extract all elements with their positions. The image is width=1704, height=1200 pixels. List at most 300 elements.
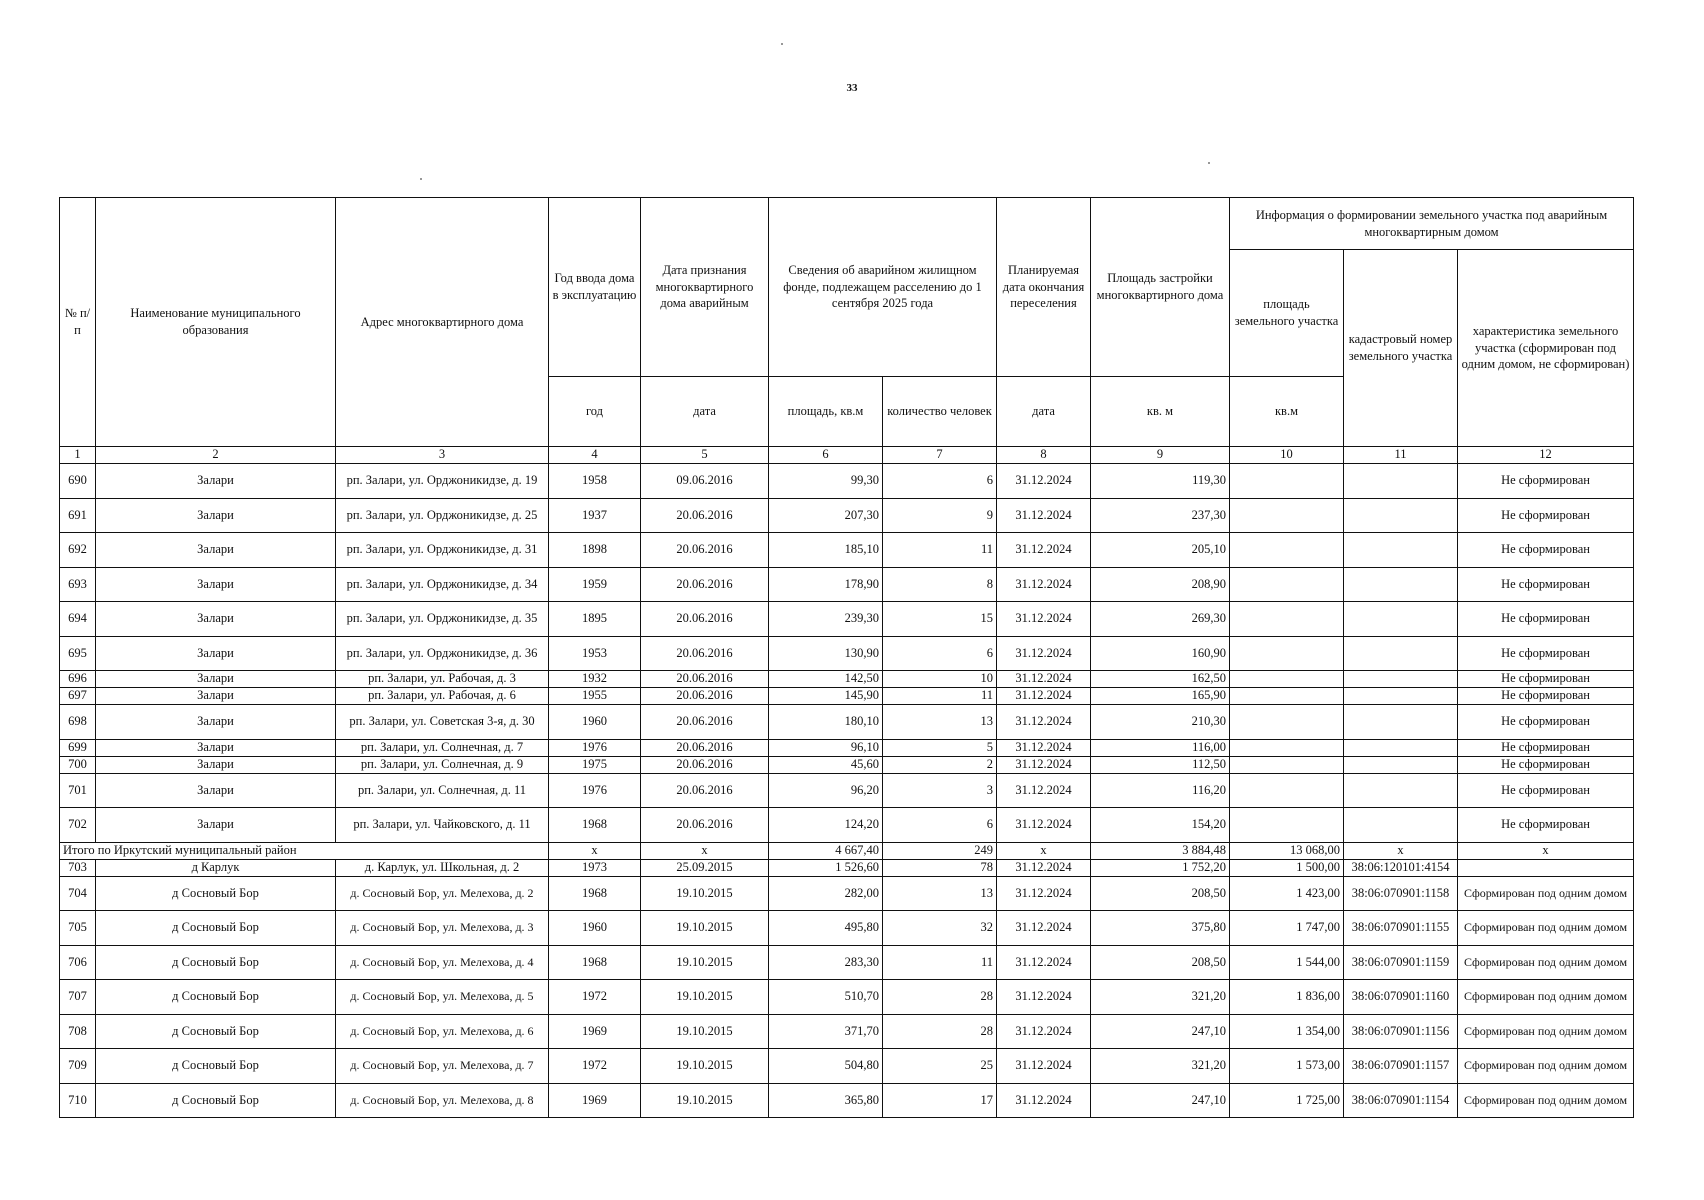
address-cell: рп. Залари, ул. Орджоникидзе, д. 35: [336, 602, 549, 637]
land-char-cell: Не сформирован: [1458, 602, 1634, 637]
area-cell: 180,10: [769, 705, 883, 740]
building-area-cell: 116,20: [1091, 773, 1230, 808]
land-char-cell: Сформирован под одним домом: [1458, 1014, 1634, 1049]
table-row: [60, 1083, 1634, 1118]
area-cell: 283,30: [769, 945, 883, 980]
building-area-cell: 162,50: [1091, 671, 1230, 688]
land-area-cell: [1230, 636, 1344, 671]
planned-date-cell: 31.12.2024: [997, 859, 1091, 876]
table-row: [60, 705, 1634, 740]
planned-date-cell: 31.12.2024: [997, 636, 1091, 671]
cadastral-cell: 38:06:070901:1154: [1344, 1083, 1458, 1118]
scan-speck: [1208, 162, 1210, 164]
people-cell: 13: [883, 876, 997, 911]
table-header: [60, 198, 1634, 464]
planned-date-cell: 31.12.2024: [997, 808, 1091, 843]
planned-date-cell: 31.12.2024: [997, 945, 1091, 980]
row-number: 692: [60, 533, 96, 568]
year-cell: 1959: [549, 567, 641, 602]
year-cell: 1898: [549, 533, 641, 568]
land-area-cell: [1230, 464, 1344, 499]
land-area-cell: 1 836,00: [1230, 980, 1344, 1015]
planned-date-cell: 31.12.2024: [997, 739, 1091, 756]
year-cell: 1895: [549, 602, 641, 637]
people-cell: 10: [883, 671, 997, 688]
planned-date-cell: 31.12.2024: [997, 498, 1091, 533]
people-cell: 8: [883, 567, 997, 602]
planned-date-cell: 31.12.2024: [997, 773, 1091, 808]
cadastral-cell: 38:06:070901:1158: [1344, 876, 1458, 911]
header-land-char: характеристика земельного участка (сформирован под одним домом, не сформирован): [1458, 250, 1634, 447]
column-number: 11: [1344, 447, 1458, 464]
land-char-cell: Не сформирован: [1458, 705, 1634, 740]
land-area-cell: [1230, 739, 1344, 756]
address-cell: рп. Залари, ул. Орджоникидзе, д. 19: [336, 464, 549, 499]
recognition-date-cell: 19.10.2015: [641, 980, 769, 1015]
building-area-cell: 208,50: [1091, 945, 1230, 980]
municipality-cell: Залари: [96, 464, 336, 499]
municipality-cell: Залари: [96, 533, 336, 568]
area-cell: 1 526,60: [769, 859, 883, 876]
people-cell: 28: [883, 1014, 997, 1049]
recognition-date-cell: 19.10.2015: [641, 876, 769, 911]
building-area-cell: 247,10: [1091, 1083, 1230, 1118]
cadastral-cell: [1344, 671, 1458, 688]
municipality-cell: д Сосновый Бор: [96, 980, 336, 1015]
people-cell: 6: [883, 808, 997, 843]
row-number: 696: [60, 671, 96, 688]
municipality-cell: Залари: [96, 756, 336, 773]
building-area-cell: 237,30: [1091, 498, 1230, 533]
planned-date-cell: 31.12.2024: [997, 705, 1091, 740]
year-cell: 1958: [549, 464, 641, 499]
recognition-date-cell: 20.06.2016: [641, 533, 769, 568]
address-cell: рп. Залари, ул. Солнечная, д. 9: [336, 756, 549, 773]
land-char-cell: Сформирован под одним домом: [1458, 1049, 1634, 1084]
header-recognition-date: Дата признания многоквартирного дома аварийным: [641, 198, 769, 377]
land-area-cell: [1230, 567, 1344, 602]
cadastral-cell: 38:06:070901:1160: [1344, 980, 1458, 1015]
municipality-cell: д Сосновый Бор: [96, 945, 336, 980]
area-cell: 239,30: [769, 602, 883, 637]
land-area-cell: 1 423,00: [1230, 876, 1344, 911]
row-number: 695: [60, 636, 96, 671]
planned-date-cell: 31.12.2024: [997, 464, 1091, 499]
cadastral-cell: [1344, 756, 1458, 773]
building-area-cell: 160,90: [1091, 636, 1230, 671]
recognition-date-cell: 20.06.2016: [641, 567, 769, 602]
total-people-cell: 249: [883, 842, 997, 859]
unit-land-sqm: кв.м: [1230, 377, 1344, 447]
table-row: [60, 911, 1634, 946]
people-cell: 32: [883, 911, 997, 946]
area-cell: 145,90: [769, 688, 883, 705]
land-area-cell: [1230, 602, 1344, 637]
building-area-cell: 321,20: [1091, 980, 1230, 1015]
people-cell: 6: [883, 464, 997, 499]
municipality-cell: Залари: [96, 602, 336, 637]
address-cell: рп. Залари, ул. Орджоникидзе, д. 25: [336, 498, 549, 533]
municipality-cell: Залари: [96, 671, 336, 688]
land-area-cell: [1230, 688, 1344, 705]
land-area-cell: [1230, 671, 1344, 688]
year-cell: 1932: [549, 671, 641, 688]
land-area-cell: [1230, 533, 1344, 568]
people-cell: 28: [883, 980, 997, 1015]
year-cell: 1972: [549, 980, 641, 1015]
total-building-area-cell: 3 884,48: [1091, 842, 1230, 859]
land-area-cell: [1230, 808, 1344, 843]
address-cell: д. Сосновый Бор, ул. Мелехова, д. 8: [336, 1083, 549, 1118]
header-no: № п/п: [60, 198, 96, 447]
land-area-cell: 1 573,00: [1230, 1049, 1344, 1084]
cadastral-cell: 38:06:070901:1159: [1344, 945, 1458, 980]
table-body: [60, 464, 1634, 1118]
land-char-cell: Сформирован под одним домом: [1458, 945, 1634, 980]
scan-speck: [420, 178, 422, 180]
column-number: 2: [96, 447, 336, 464]
address-cell: д. Сосновый Бор, ул. Мелехова, д. 6: [336, 1014, 549, 1049]
land-char-cell: Не сформирован: [1458, 636, 1634, 671]
planned-date-cell: 31.12.2024: [997, 688, 1091, 705]
header-year-built: Год ввода дома в эксплуатацию: [549, 198, 641, 377]
land-area-cell: 1 354,00: [1230, 1014, 1344, 1049]
table-row: [60, 1049, 1634, 1084]
cadastral-cell: [1344, 602, 1458, 637]
total-planned-date-cell: х: [997, 842, 1091, 859]
building-area-cell: 1 752,20: [1091, 859, 1230, 876]
address-cell: д. Сосновый Бор, ул. Мелехова, д. 7: [336, 1049, 549, 1084]
planned-date-cell: 31.12.2024: [997, 1049, 1091, 1084]
year-cell: 1968: [549, 945, 641, 980]
row-number: 702: [60, 808, 96, 843]
total-year-cell: х: [549, 842, 641, 859]
row-number: 709: [60, 1049, 96, 1084]
row-number: 703: [60, 859, 96, 876]
year-cell: 1960: [549, 911, 641, 946]
year-cell: 1968: [549, 808, 641, 843]
cadastral-cell: [1344, 464, 1458, 499]
recognition-date-cell: 20.06.2016: [641, 773, 769, 808]
row-number: 694: [60, 602, 96, 637]
area-cell: 96,20: [769, 773, 883, 808]
total-land-area-cell: 13 068,00: [1230, 842, 1344, 859]
address-cell: рп. Залари, ул. Рабочая, д. 6: [336, 688, 549, 705]
planned-date-cell: 31.12.2024: [997, 1083, 1091, 1118]
area-cell: 495,80: [769, 911, 883, 946]
planned-date-cell: 31.12.2024: [997, 1014, 1091, 1049]
year-cell: 1976: [549, 773, 641, 808]
table-row: [60, 876, 1634, 911]
header-address: Адрес многоквартирного дома: [336, 198, 549, 447]
column-number: 7: [883, 447, 997, 464]
table-row: [60, 1014, 1634, 1049]
land-area-cell: 1 500,00: [1230, 859, 1344, 876]
land-char-cell: Не сформирован: [1458, 498, 1634, 533]
recognition-date-cell: 20.06.2016: [641, 498, 769, 533]
municipality-cell: д Сосновый Бор: [96, 1049, 336, 1084]
address-cell: рп. Залари, ул. Чайковского, д. 11: [336, 808, 549, 843]
cadastral-cell: 38:06:070901:1157: [1344, 1049, 1458, 1084]
area-cell: 45,60: [769, 756, 883, 773]
land-area-cell: 1 747,00: [1230, 911, 1344, 946]
address-cell: д. Сосновый Бор, ул. Мелехова, д. 4: [336, 945, 549, 980]
planned-date-cell: 31.12.2024: [997, 756, 1091, 773]
cadastral-cell: [1344, 688, 1458, 705]
recognition-date-cell: 25.09.2015: [641, 859, 769, 876]
recognition-date-cell: 19.10.2015: [641, 945, 769, 980]
land-area-cell: [1230, 773, 1344, 808]
total-row: [60, 842, 1634, 859]
address-cell: рп. Залари, ул. Орджоникидзе, д. 34: [336, 567, 549, 602]
people-cell: 6: [883, 636, 997, 671]
column-number: 4: [549, 447, 641, 464]
planned-date-cell: 31.12.2024: [997, 602, 1091, 637]
recognition-date-cell: 19.10.2015: [641, 911, 769, 946]
header-cadastral: кадастровый номер земельного участка: [1344, 250, 1458, 447]
area-cell: 178,90: [769, 567, 883, 602]
area-cell: 371,70: [769, 1014, 883, 1049]
land-char-cell: Сформирован под одним домом: [1458, 980, 1634, 1015]
land-char-cell: Не сформирован: [1458, 756, 1634, 773]
land-char-cell: Не сформирован: [1458, 808, 1634, 843]
people-cell: 5: [883, 739, 997, 756]
column-number: 6: [769, 447, 883, 464]
cadastral-cell: [1344, 533, 1458, 568]
building-area-cell: 165,90: [1091, 688, 1230, 705]
area-cell: 185,10: [769, 533, 883, 568]
recognition-date-cell: 09.06.2016: [641, 464, 769, 499]
area-cell: 142,50: [769, 671, 883, 688]
table-row: [60, 533, 1634, 568]
table-row: [60, 567, 1634, 602]
land-char-cell: Сформирован под одним домом: [1458, 911, 1634, 946]
people-cell: 11: [883, 533, 997, 568]
building-area-cell: 119,30: [1091, 464, 1230, 499]
header-municipality: Наименование муниципального образования: [96, 198, 336, 447]
total-area-cell: 4 667,40: [769, 842, 883, 859]
address-cell: д. Карлук, ул. Школьная, д. 2: [336, 859, 549, 876]
column-number-row: [60, 447, 1634, 464]
people-cell: 11: [883, 945, 997, 980]
row-number: 707: [60, 980, 96, 1015]
municipality-cell: Залари: [96, 773, 336, 808]
cadastral-cell: 38:06:070901:1155: [1344, 911, 1458, 946]
column-number: 10: [1230, 447, 1344, 464]
land-char-cell: Не сформирован: [1458, 688, 1634, 705]
unit-area: площадь, кв.м: [769, 377, 883, 447]
year-cell: 1937: [549, 498, 641, 533]
year-cell: 1973: [549, 859, 641, 876]
people-cell: 11: [883, 688, 997, 705]
address-cell: д. Сосновый Бор, ул. Мелехова, д. 3: [336, 911, 549, 946]
row-number: 700: [60, 756, 96, 773]
cadastral-cell: [1344, 808, 1458, 843]
municipality-cell: Залари: [96, 688, 336, 705]
recognition-date-cell: 20.06.2016: [641, 636, 769, 671]
building-area-cell: 208,90: [1091, 567, 1230, 602]
row-number: 701: [60, 773, 96, 808]
building-area-cell: 112,50: [1091, 756, 1230, 773]
people-cell: 15: [883, 602, 997, 637]
row-number: 706: [60, 945, 96, 980]
planned-date-cell: 31.12.2024: [997, 980, 1091, 1015]
header-land-info: Информация о формировании земельного участка под аварийным многоквартирным домом: [1230, 198, 1634, 250]
people-cell: 17: [883, 1083, 997, 1118]
cadastral-cell: 38:06:120101:4154: [1344, 859, 1458, 876]
municipality-cell: Залари: [96, 705, 336, 740]
land-char-cell: Не сформирован: [1458, 773, 1634, 808]
building-area-cell: 210,30: [1091, 705, 1230, 740]
building-area-cell: 321,20: [1091, 1049, 1230, 1084]
year-cell: 1968: [549, 876, 641, 911]
municipality-cell: Залари: [96, 808, 336, 843]
recognition-date-cell: 19.10.2015: [641, 1083, 769, 1118]
table-row: [60, 756, 1634, 773]
row-number: 691: [60, 498, 96, 533]
recognition-date-cell: 20.06.2016: [641, 756, 769, 773]
people-cell: 9: [883, 498, 997, 533]
header-fund-info: Сведения об аварийном жилищном фонде, подлежащем расселению до 1 сентября 2025 года: [769, 198, 997, 377]
area-cell: 504,80: [769, 1049, 883, 1084]
unit-date: дата: [641, 377, 769, 447]
land-area-cell: 1 725,00: [1230, 1083, 1344, 1118]
recognition-date-cell: 19.10.2015: [641, 1049, 769, 1084]
total-cadastral-cell: х: [1344, 842, 1458, 859]
address-cell: рп. Залари, ул. Солнечная, д. 7: [336, 739, 549, 756]
table-row: [60, 808, 1634, 843]
planned-date-cell: 31.12.2024: [997, 671, 1091, 688]
building-area-cell: 208,50: [1091, 876, 1230, 911]
total-land-char-cell: х: [1458, 842, 1634, 859]
land-char-cell: Сформирован под одним домом: [1458, 876, 1634, 911]
table-row: [60, 602, 1634, 637]
header-building-area: Площадь застройки многоквартирного дома: [1091, 198, 1230, 377]
column-number: 3: [336, 447, 549, 464]
table-row: [60, 945, 1634, 980]
row-number: 704: [60, 876, 96, 911]
land-area-cell: [1230, 756, 1344, 773]
year-cell: 1953: [549, 636, 641, 671]
land-char-cell: Сформирован под одним домом: [1458, 1083, 1634, 1118]
recognition-date-cell: 20.06.2016: [641, 671, 769, 688]
address-cell: д. Сосновый Бор, ул. Мелехова, д. 5: [336, 980, 549, 1015]
column-number: 1: [60, 447, 96, 464]
planned-date-cell: 31.12.2024: [997, 567, 1091, 602]
address-cell: рп. Залари, ул. Солнечная, д. 11: [336, 773, 549, 808]
land-area-cell: 1 544,00: [1230, 945, 1344, 980]
unit-year: год: [549, 377, 641, 447]
building-area-cell: 154,20: [1091, 808, 1230, 843]
cadastral-cell: [1344, 636, 1458, 671]
unit-sqm: кв. м: [1091, 377, 1230, 447]
address-cell: рп. Залари, ул. Советская 3-я, д. 30: [336, 705, 549, 740]
table-row: [60, 980, 1634, 1015]
unit-planned-date: дата: [997, 377, 1091, 447]
year-cell: 1969: [549, 1014, 641, 1049]
area-cell: 96,10: [769, 739, 883, 756]
column-number: 8: [997, 447, 1091, 464]
recognition-date-cell: 19.10.2015: [641, 1014, 769, 1049]
table-row: [60, 859, 1634, 876]
cadastral-cell: 38:06:070901:1156: [1344, 1014, 1458, 1049]
column-number: 12: [1458, 447, 1634, 464]
row-number: 693: [60, 567, 96, 602]
row-number: 697: [60, 688, 96, 705]
year-cell: 1976: [549, 739, 641, 756]
municipality-cell: д Сосновый Бор: [96, 1014, 336, 1049]
land-area-cell: [1230, 705, 1344, 740]
row-number: 698: [60, 705, 96, 740]
area-cell: 207,30: [769, 498, 883, 533]
column-number: 5: [641, 447, 769, 464]
cadastral-cell: [1344, 705, 1458, 740]
address-cell: рп. Залари, ул. Орджоникидзе, д. 36: [336, 636, 549, 671]
table-row: [60, 636, 1634, 671]
cadastral-cell: [1344, 567, 1458, 602]
recognition-date-cell: 20.06.2016: [641, 739, 769, 756]
people-cell: 2: [883, 756, 997, 773]
area-cell: 365,80: [769, 1083, 883, 1118]
people-cell: 25: [883, 1049, 997, 1084]
recognition-date-cell: 20.06.2016: [641, 808, 769, 843]
land-char-cell: Не сформирован: [1458, 567, 1634, 602]
municipality-cell: д Сосновый Бор: [96, 876, 336, 911]
municipality-cell: Залари: [96, 636, 336, 671]
row-number: 710: [60, 1083, 96, 1118]
cadastral-cell: [1344, 739, 1458, 756]
land-char-cell: Не сформирован: [1458, 533, 1634, 568]
year-cell: 1972: [549, 1049, 641, 1084]
emergency-housing-table: [59, 197, 1634, 1118]
table-row: [60, 498, 1634, 533]
planned-date-cell: 31.12.2024: [997, 911, 1091, 946]
land-char-cell: Не сформирован: [1458, 671, 1634, 688]
planned-date-cell: 31.12.2024: [997, 533, 1091, 568]
total-recognition-date-cell: х: [641, 842, 769, 859]
row-number: 690: [60, 464, 96, 499]
table-row: [60, 671, 1634, 688]
land-area-cell: [1230, 498, 1344, 533]
area-cell: 510,70: [769, 980, 883, 1015]
year-cell: 1960: [549, 705, 641, 740]
municipality-cell: д Карлук: [96, 859, 336, 876]
people-cell: 13: [883, 705, 997, 740]
building-area-cell: 269,30: [1091, 602, 1230, 637]
address-cell: д. Сосновый Бор, ул. Мелехова, д. 2: [336, 876, 549, 911]
building-area-cell: 116,00: [1091, 739, 1230, 756]
total-label: Итого по Иркутский муниципальный район: [60, 842, 549, 859]
row-number: 708: [60, 1014, 96, 1049]
year-cell: 1955: [549, 688, 641, 705]
municipality-cell: Залари: [96, 567, 336, 602]
land-char-cell: Не сформирован: [1458, 464, 1634, 499]
area-cell: 124,20: [769, 808, 883, 843]
recognition-date-cell: 20.06.2016: [641, 705, 769, 740]
municipality-cell: д Сосновый Бор: [96, 1083, 336, 1118]
planned-date-cell: 31.12.2024: [997, 876, 1091, 911]
year-cell: 1969: [549, 1083, 641, 1118]
area-cell: 99,30: [769, 464, 883, 499]
column-number: 9: [1091, 447, 1230, 464]
address-cell: рп. Залари, ул. Орджоникидзе, д. 31: [336, 533, 549, 568]
building-area-cell: 205,10: [1091, 533, 1230, 568]
people-cell: 78: [883, 859, 997, 876]
area-cell: 282,00: [769, 876, 883, 911]
table-row: [60, 688, 1634, 705]
scan-speck: [781, 43, 783, 45]
table-row: [60, 464, 1634, 499]
